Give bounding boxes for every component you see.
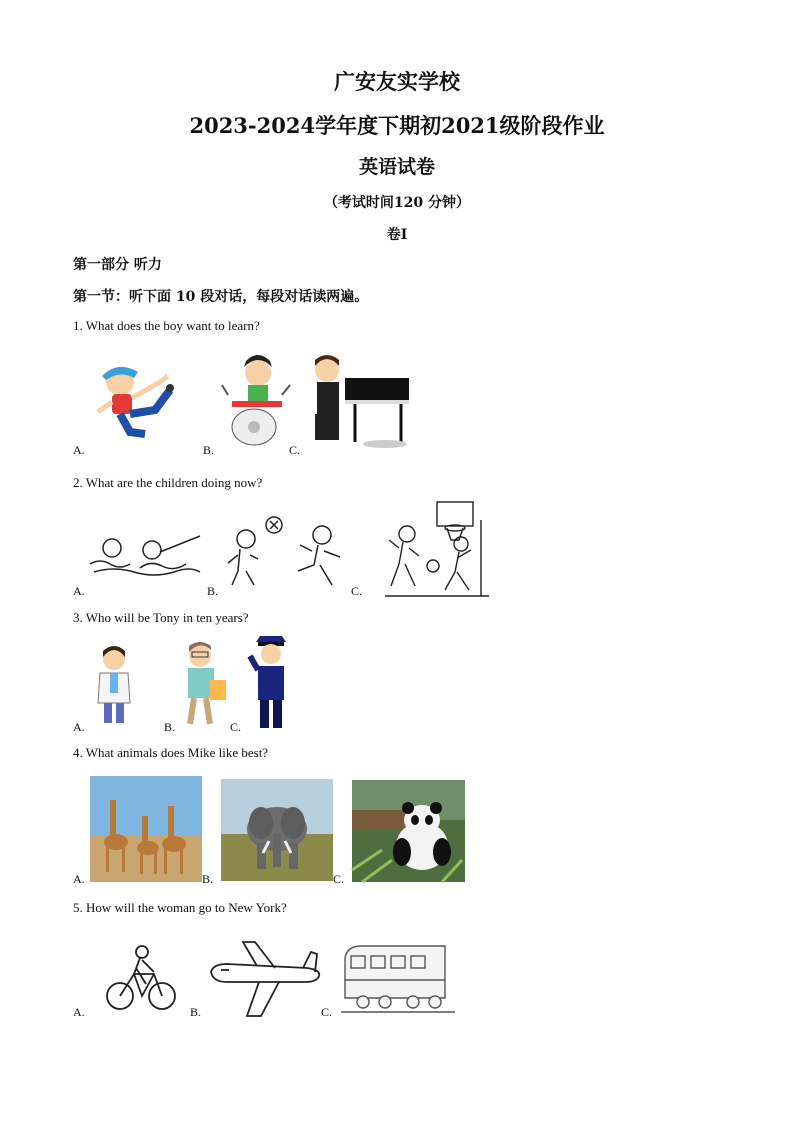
- option-1a: A.: [73, 443, 85, 457]
- panda-photo: [352, 780, 465, 882]
- volume-label: 卷I: [386, 227, 408, 243]
- section-heading: 第一节：听下面 10 段对话，每段对话读两遍。: [73, 289, 369, 305]
- option-2a: A.: [73, 584, 85, 598]
- school-name: 广安友实学校: [334, 69, 460, 94]
- option-1c: C.: [289, 443, 301, 457]
- drumming-boy-image: [222, 355, 292, 447]
- swimming-children-image: [90, 530, 202, 580]
- option-3a: A.: [73, 720, 85, 734]
- option-1b: B.: [203, 443, 215, 457]
- option-4a: A.: [73, 872, 85, 886]
- option-5b: B.: [190, 1005, 202, 1019]
- police-officer-image: [248, 632, 294, 732]
- elephant-photo: [221, 779, 333, 881]
- option-4b: B.: [202, 872, 214, 886]
- option-2b: B.: [207, 584, 219, 598]
- subject-title: 英语试卷: [358, 156, 435, 178]
- option-4c: C.: [333, 872, 345, 886]
- question-2: 2. What are the children doing now?: [73, 475, 263, 490]
- option-3b: B.: [164, 720, 176, 734]
- giraffes-photo: [90, 776, 202, 882]
- option-3c: C.: [230, 720, 242, 734]
- basketball-children-image: [385, 500, 489, 596]
- question-5: 5. How will the woman go to New York?: [73, 900, 287, 915]
- piano-boy-image: [305, 354, 413, 450]
- exam-duration: （考试时间120 分钟）: [323, 195, 471, 211]
- doctor-image: [92, 645, 136, 729]
- question-4: 4. What animals does Mike like best?: [73, 745, 269, 760]
- option-2c: C.: [351, 584, 363, 598]
- teacher-image: [180, 640, 232, 732]
- soccer-children-image: [228, 515, 350, 591]
- exam-term-title: 2023-2024学年度下期初2021级阶段作业: [189, 113, 605, 138]
- option-5c: C.: [321, 1005, 333, 1019]
- dancing-boy-image: [90, 362, 180, 442]
- option-5a: A.: [73, 1005, 85, 1019]
- question-3: 3. Who will be Tony in ten years?: [73, 610, 249, 625]
- question-1: 1. What does the boy want to learn?: [73, 318, 260, 333]
- train-image: [341, 938, 455, 1016]
- bicycle-image: [106, 944, 176, 1014]
- airplane-image: [207, 938, 323, 1018]
- part-heading: 第一部分 听力: [73, 257, 162, 273]
